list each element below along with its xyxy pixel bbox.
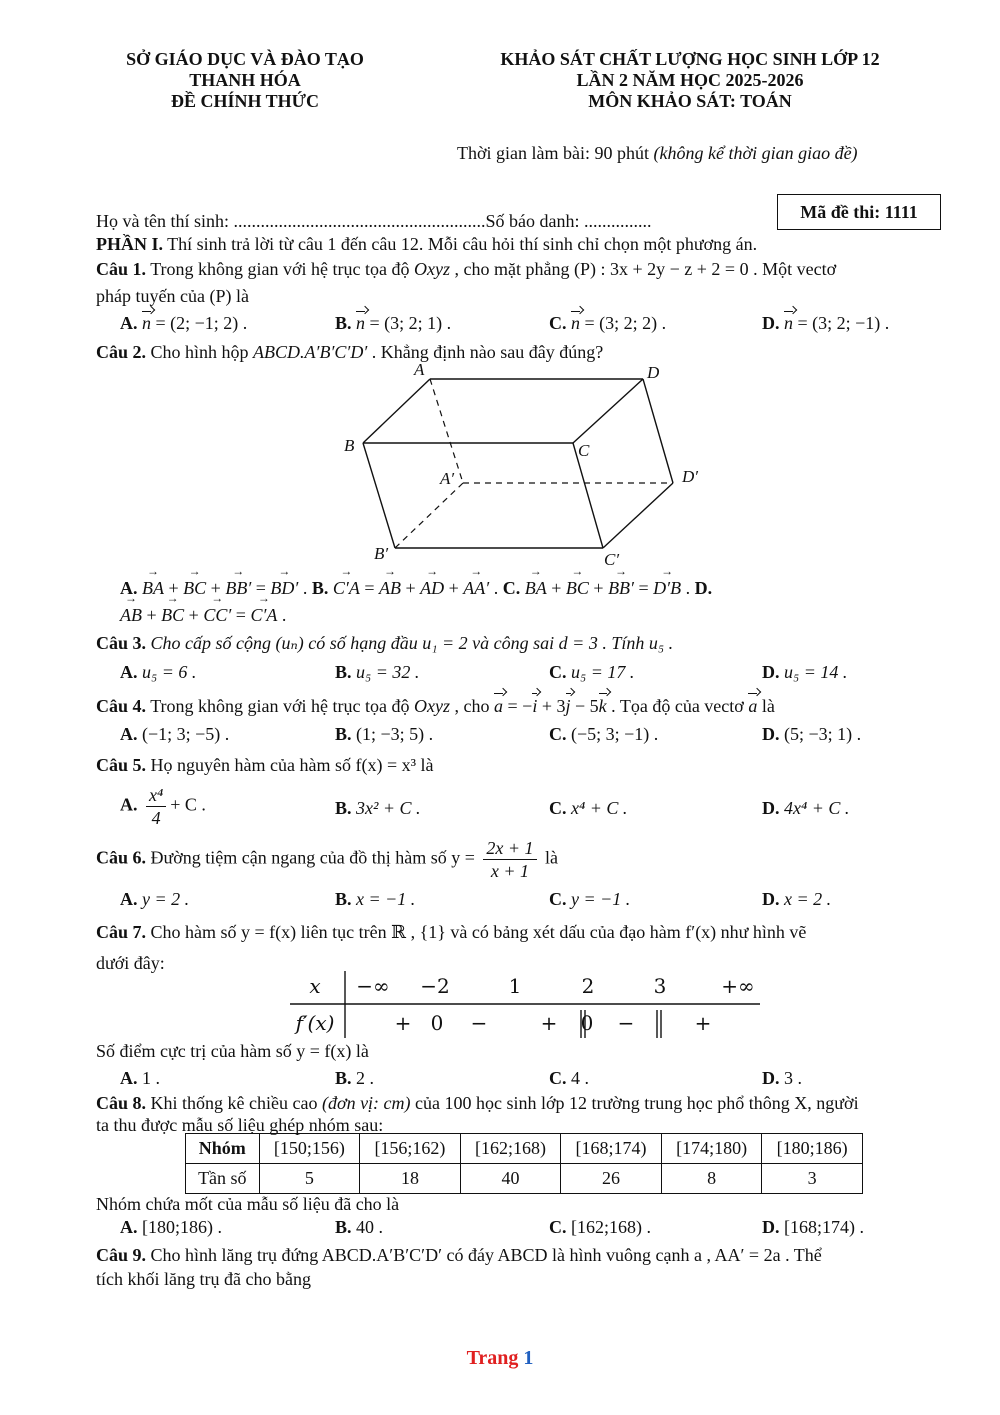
option-key: B. xyxy=(335,798,352,818)
q5-option-a[interactable] xyxy=(120,784,206,829)
q1-line1 xyxy=(96,258,950,280)
q2-option-d[interactable]: AB → + BC → + CC′ → = C′A → . xyxy=(120,605,286,626)
q8-text-b: của 100 học sinh lớp 12 trường trung học phổ thông X, người xyxy=(410,1093,859,1113)
option-key: C. xyxy=(549,1217,567,1237)
option-key: B. xyxy=(335,662,352,682)
option-key: C. xyxy=(549,313,567,333)
q4-line: Câu 4. Trong không gian với hệ trục tọa độ Oxyz , cho a = −i + 3j − 5k . Tọa độ của vectơ a là xyxy=(96,696,775,716)
option-key: A. xyxy=(120,1217,138,1237)
table-cell: [174;180) xyxy=(661,1134,762,1164)
q4-option-a[interactable] xyxy=(120,724,229,745)
q9-text-a: Cho hình lăng trụ đứng ABCD.A′B′C′D′ có đáy ABCD là hình vuông cạnh a , AA′ = 2a . Thể xyxy=(146,1245,822,1265)
option-value: (3; 2; 2) . xyxy=(599,313,667,333)
option-value: (−5; 3; −1) . xyxy=(571,724,659,744)
frequency-table xyxy=(185,1133,863,1194)
q6-option-d[interactable] xyxy=(762,889,831,910)
page-num: 1 xyxy=(523,1347,534,1369)
option-key: A. xyxy=(120,724,138,744)
q1-oxyz: Oxyz xyxy=(414,259,451,279)
q4-text-d: là xyxy=(757,696,775,716)
table-row xyxy=(186,1134,863,1164)
exam-round: LẦN 2 NĂM HỌC 2025-2026 xyxy=(576,70,804,90)
q3-label: Câu 3. xyxy=(96,633,147,653)
q7-question: Số điểm cực trị của hàm số y = f(x) là xyxy=(96,1041,369,1061)
q8-label: Câu 8. xyxy=(96,1093,147,1113)
q3-line xyxy=(96,632,950,654)
q1-label: Câu 1. xyxy=(96,259,147,279)
official-label: ĐỀ CHÍNH THỨC xyxy=(170,91,320,111)
table-x-0: −∞ xyxy=(356,974,390,998)
option-value: (5; −3; 1) . xyxy=(784,724,862,744)
table-sign-1: 0 xyxy=(430,1011,444,1035)
n-vector: n xyxy=(784,313,793,333)
label-b: B xyxy=(344,436,355,455)
q4-text-a: Trong không gian với hệ trục tọa độ xyxy=(146,696,415,716)
q5-label: Câu 5. xyxy=(96,755,147,775)
exam-title: KHẢO SÁT CHẤT LƯỢNG HỌC SINH LỚP 12 xyxy=(500,49,880,69)
q7-line2: dưới đây: xyxy=(96,953,165,973)
q4-option-d[interactable] xyxy=(762,724,861,745)
q4-oxyz: Oxyz xyxy=(414,696,451,716)
q1-option-d[interactable]: D. n = (3; 2; −1) . xyxy=(762,313,890,333)
q5-fraction xyxy=(146,784,166,829)
q5-option-d[interactable] xyxy=(762,798,849,819)
q8-text-a: Khi thống kê chiều cao xyxy=(146,1093,322,1113)
table-cell: [168;174) xyxy=(561,1134,662,1164)
q5-option-b[interactable] xyxy=(335,798,421,819)
option-key: D. xyxy=(762,1068,780,1088)
name-label: Họ và tên thí sinh: ........................................................ xyxy=(96,211,486,231)
table-sign-0: + xyxy=(394,1011,412,1035)
q2-label: Câu 2. xyxy=(96,342,147,362)
q6-fraction xyxy=(483,837,536,882)
option-key: D. xyxy=(762,889,780,909)
option-key: D. xyxy=(762,724,780,744)
table-sign-6: + xyxy=(694,1011,712,1035)
option-value: x = −1 . xyxy=(356,889,416,909)
q2-option-a[interactable]: BA → + BC → + BB′ → = BD′ → . xyxy=(142,578,312,598)
option-value: x⁴ + C . xyxy=(571,798,628,818)
edge-a1b1 xyxy=(395,483,463,548)
n-vector: n xyxy=(142,313,151,333)
table-cell: [180;186) xyxy=(762,1134,863,1164)
label-c1: C′ xyxy=(604,550,620,569)
q3-option-c[interactable] xyxy=(549,662,634,683)
label-d1: D′ xyxy=(682,467,698,486)
table-sign-2: − xyxy=(470,1011,488,1035)
q7-line1 xyxy=(96,921,950,943)
q6-option-b[interactable] xyxy=(335,889,415,910)
q8-option-b[interactable] xyxy=(335,1217,383,1238)
q6-option-c[interactable] xyxy=(549,889,630,910)
table-cell: 5 xyxy=(259,1164,360,1194)
q8-option-c[interactable] xyxy=(549,1217,651,1238)
option-key: D. xyxy=(762,313,780,333)
candidate-line xyxy=(96,211,652,232)
table-sign-5: − xyxy=(617,1011,635,1035)
option-key: A. xyxy=(120,889,138,909)
option-value: u₅ = 32 . xyxy=(356,662,420,682)
q2-option-b[interactable]: C′A → = AB → + AD → + AA′ → . xyxy=(333,578,503,598)
q7-label: Câu 7. xyxy=(96,922,147,942)
edge-dc xyxy=(573,379,643,443)
frac-den: x + 1 xyxy=(490,861,530,881)
table-f-label: f′(x) xyxy=(295,1011,335,1035)
table-x-5: +∞ xyxy=(721,974,755,998)
option-value: 4x⁴ + C . xyxy=(784,798,850,818)
q7-option-b[interactable] xyxy=(335,1068,374,1089)
q5-text: Họ nguyên hàm của hàm số f(x) = x³ là xyxy=(146,755,434,775)
option-value: [168;174) . xyxy=(784,1217,864,1237)
time-note: (không kể thời gian giao đề) xyxy=(653,143,858,163)
q2-box: ABCD.A′B′C′D′ xyxy=(253,342,368,362)
q5-option-c[interactable] xyxy=(549,798,627,819)
q2-text-b: . Khẳng định nào sau đây đúng? xyxy=(367,342,604,362)
q6-text-a: Đường tiệm cận ngang của đồ thị hàm số y = xyxy=(146,847,480,868)
option-value: y = 2 . xyxy=(142,889,190,909)
q1-text-a: Trong không gian với hệ trục tọa độ xyxy=(146,259,415,279)
option-key: C. xyxy=(549,662,567,682)
k-vector: k xyxy=(598,696,607,716)
q6-text-b: là xyxy=(540,847,559,868)
option-value: [180;186) . xyxy=(142,1217,222,1237)
i-vector: i xyxy=(532,696,538,716)
q7-option-a[interactable] xyxy=(120,1068,160,1089)
table-cell: Nhóm xyxy=(186,1134,260,1164)
option-value: 3 . xyxy=(784,1068,802,1088)
option-key: A. xyxy=(120,1068,138,1088)
option-value: (3; 2; 1) . xyxy=(384,313,452,333)
option-value: y = −1 . xyxy=(571,889,631,909)
table-x-1: −2 xyxy=(420,974,450,998)
option-key: C. xyxy=(549,724,567,744)
table-cell: 40 xyxy=(460,1164,561,1194)
table-cell: [156;162) xyxy=(360,1134,461,1164)
frac-num: x⁴ xyxy=(146,784,166,807)
option-key: C. xyxy=(549,1068,567,1088)
q9-label: Câu 9. xyxy=(96,1245,147,1265)
table-cell: [150;156) xyxy=(259,1134,360,1164)
table-cell: 26 xyxy=(561,1164,662,1194)
table-sign-4: 0 xyxy=(580,1011,594,1035)
q4-text-b: , cho xyxy=(450,696,495,716)
option-key: D. xyxy=(762,798,780,818)
part1-text: Thí sinh trả lời từ câu 1 đến câu 12. Mỗi câu hỏi thí sinh chỉ chọn một phương án. xyxy=(163,234,758,254)
table-x-2: 1 xyxy=(508,974,522,998)
option-value: 40 . xyxy=(356,1217,384,1237)
q7-option-c[interactable] xyxy=(549,1068,589,1089)
edge-ab xyxy=(363,379,430,443)
a-vector: a xyxy=(494,696,504,716)
q1-option-b[interactable]: B. n = (3; 2; 1) . xyxy=(335,313,452,333)
option-key: C. xyxy=(549,889,567,909)
q8-option-a[interactable] xyxy=(120,1217,222,1238)
q2-text-a: Cho hình hộp xyxy=(146,342,254,362)
option-value: u₅ = 6 . xyxy=(142,662,197,682)
page-label: Trang xyxy=(466,1347,524,1369)
option-key: B. xyxy=(335,313,352,333)
option-key: A. xyxy=(120,662,138,682)
q7-option-d[interactable] xyxy=(762,1068,802,1089)
option-value: u₅ = 14 . xyxy=(784,662,848,682)
label-a1: A′ xyxy=(440,469,455,488)
q2-key-b: B. xyxy=(311,578,329,598)
j-vector: j xyxy=(565,696,571,716)
edge-aa1 xyxy=(430,379,463,483)
option-key: D. xyxy=(762,662,780,682)
option-value: 3x² + C . xyxy=(356,798,421,818)
q1-line2: pháp tuyến của (P) là xyxy=(96,286,249,306)
exam-code-box: Mã đề thi: 1111 xyxy=(777,194,941,230)
label-a: A xyxy=(414,360,425,379)
q3-option-d[interactable] xyxy=(762,662,847,683)
parallelepiped-figure xyxy=(330,360,730,570)
q5-line xyxy=(96,754,950,776)
time-main: Thời gian làm bài: 90 phút xyxy=(457,143,654,163)
q8-option-d[interactable] xyxy=(762,1217,864,1238)
frac-den: 4 xyxy=(151,808,161,828)
q9-line1 xyxy=(96,1244,950,1266)
frac-num: 2x + 1 xyxy=(483,837,536,860)
table-cell: 18 xyxy=(360,1164,461,1194)
q8-line1 xyxy=(96,1092,950,1114)
part1-heading xyxy=(96,233,950,255)
page-number xyxy=(0,1347,1000,1370)
edge-bb1 xyxy=(363,443,395,548)
table-cell: 8 xyxy=(661,1164,762,1194)
part1-label: PHẦN I. xyxy=(96,234,163,254)
option-key: B. xyxy=(335,889,352,909)
province: THANH HÓA xyxy=(189,70,301,90)
edge-dd1 xyxy=(643,379,673,483)
time-line xyxy=(457,143,858,164)
q6-label: Câu 6. xyxy=(96,847,147,868)
option-key: D. xyxy=(762,1217,780,1237)
option-key: B. xyxy=(335,724,352,744)
q2-key-a: A. xyxy=(120,578,138,598)
q4-option-b[interactable] xyxy=(335,724,433,745)
n-vector: n xyxy=(571,313,580,333)
option-key: B. xyxy=(335,1217,352,1237)
edge-c1d1 xyxy=(603,483,673,548)
table-sign-3: + xyxy=(540,1011,558,1035)
table-x-3: 2 xyxy=(581,974,595,998)
q2-option-c[interactable]: BA → + BC → + BB′ → = D′B → . xyxy=(525,578,695,598)
sign-table xyxy=(285,968,765,1040)
q8-line2: ta thu được mẫu số liệu ghép nhóm sau: xyxy=(96,1115,384,1135)
q3-option-a[interactable] xyxy=(120,662,196,683)
q4-text-c: . Tọa độ của vectơ xyxy=(606,696,749,716)
q6-line xyxy=(96,837,950,882)
q6-option-a[interactable] xyxy=(120,889,189,910)
sbd-label: Số báo danh: ............... xyxy=(485,211,652,231)
q9-line2: tích khối lăng trụ đã cho bằng xyxy=(96,1269,311,1289)
q4-option-c[interactable] xyxy=(549,724,658,745)
q1-option-a[interactable]: A. n = (2; −1; 2) . xyxy=(120,313,248,333)
option-key: A. xyxy=(120,313,138,333)
table-x-4: 3 xyxy=(653,974,667,998)
option-value: 4 . xyxy=(571,1068,589,1088)
option-key: A. xyxy=(120,794,138,815)
label-d: D xyxy=(647,363,660,382)
q4-label: Câu 4. xyxy=(96,696,147,716)
option-value: 1 . xyxy=(142,1068,160,1088)
option-value: 2 . xyxy=(356,1068,375,1088)
q7-text-a: Cho hàm số y = f(x) liên tục trên ℝ , {1} và có bảng xét dấu của đạo hàm f′(x) như hình vẽ xyxy=(146,922,807,942)
option-value: x = 2 . xyxy=(784,889,832,909)
dept-name: SỞ GIÁO DỤC VÀ ĐÀO TẠO xyxy=(126,49,364,69)
option-value: + C . xyxy=(170,794,206,815)
option-value: (2; −1; 2) . xyxy=(170,313,248,333)
a-vector: a xyxy=(748,696,758,716)
q3-text: Cho cấp số cộng (uₙ) có số hạng đầu u₁ = 2 và công sai d = 3 . Tính u₅ . xyxy=(146,633,674,653)
q1-option-c[interactable]: C. n = (3; 2; 2) . xyxy=(549,313,667,333)
table-cell: 3 xyxy=(762,1164,863,1194)
q1-text-b: , cho mặt phẳng (P) : 3x + 2y − z + 2 = 0 . Một vectơ xyxy=(450,259,837,279)
option-value: [162;168) . xyxy=(571,1217,651,1237)
q2-key-d: D. xyxy=(694,578,713,598)
header-right xyxy=(455,49,925,112)
option-key: C. xyxy=(549,798,567,818)
option-value: (−1; 3; −5) . xyxy=(142,724,230,744)
table-cell: Tần số xyxy=(186,1164,260,1194)
table-x-label: x xyxy=(309,974,321,998)
option-value: u₅ = 17 . xyxy=(571,662,635,682)
option-value: (1; −3; 5) . xyxy=(356,724,434,744)
option-key: B. xyxy=(335,1068,352,1088)
n-vector: n xyxy=(356,313,366,333)
q3-option-b[interactable] xyxy=(335,662,419,683)
q2-key-c: C. xyxy=(502,578,521,598)
table-cell: [162;168) xyxy=(460,1134,561,1164)
exam-subject: MÔN KHẢO SÁT: TOÁN xyxy=(588,91,792,111)
option-value: (3; 2; −1) . xyxy=(812,313,890,333)
label-b1: B′ xyxy=(374,544,389,563)
label-c: C xyxy=(578,441,590,460)
q8-unit: (đơn vị: cm) xyxy=(321,1093,411,1113)
header-left xyxy=(90,49,400,112)
table-row xyxy=(186,1164,863,1194)
q8-question: Nhóm chứa mốt của mẫu số liệu đã cho là xyxy=(96,1194,400,1214)
